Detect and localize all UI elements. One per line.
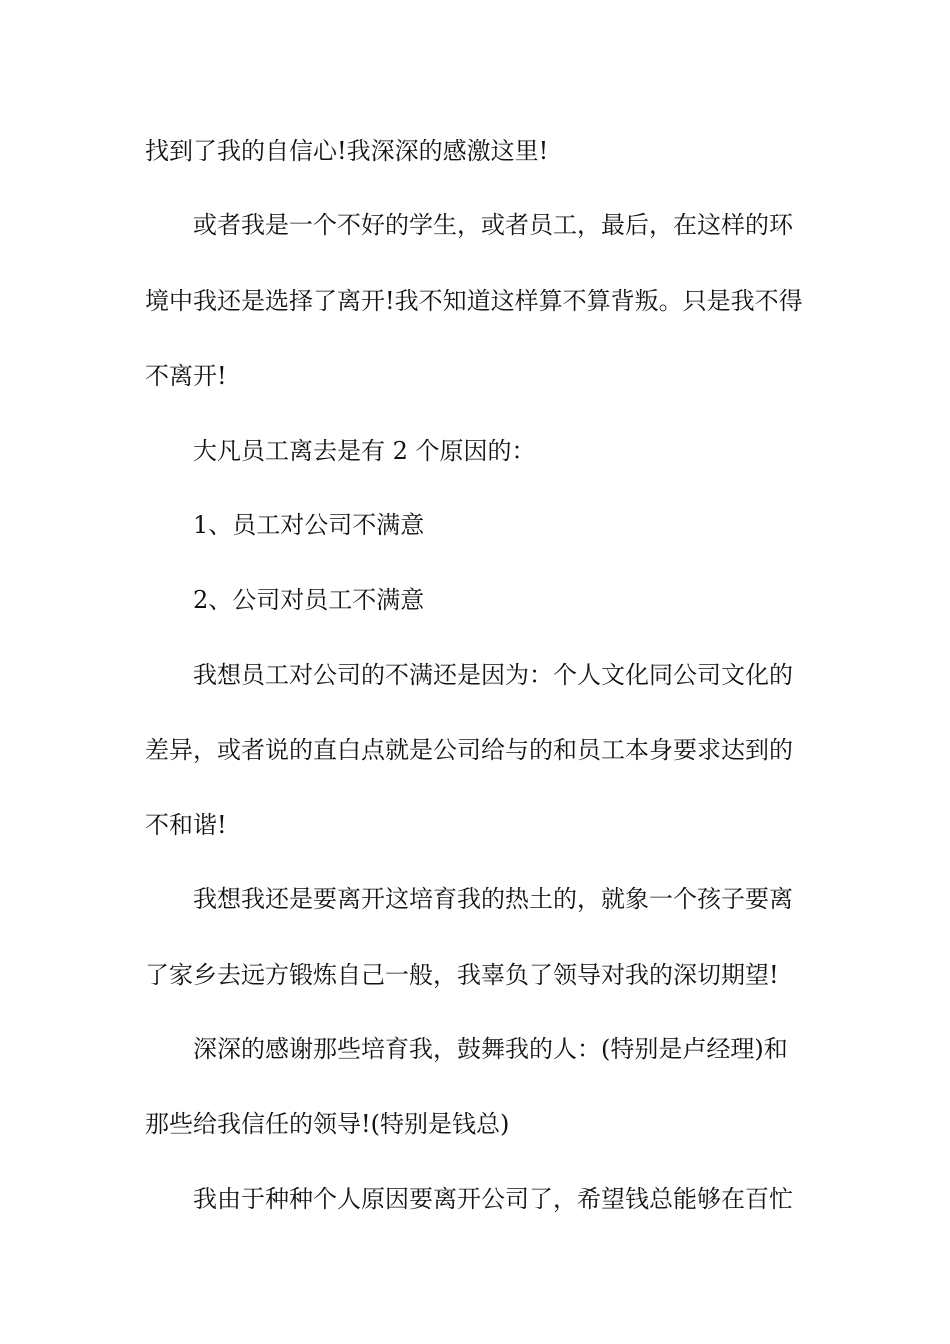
text-line: 不和谐! [145,811,227,839]
text-line: 大凡员工离去是有 2 个原因的： [193,437,536,465]
text-line: 境中我还是选择了离开!我不知道这样算不算背叛。只是我不得 [145,287,803,315]
text-line: 2、公司对员工不满意 [193,586,425,614]
text-line: 找到了我的自信心!我深深的感激这里! [145,137,549,165]
text-line: 差异，或者说的直白点就是公司给与的和员工本身要求达到的 [145,736,793,764]
text-line: 我想我还是要离开这培育我的热土的，就象一个孩子要离 [193,885,793,913]
text-line: 那些给我信任的领导!(特别是钱总) [145,1110,510,1138]
text-line: 或者我是一个不好的学生，或者员工，最后，在这样的环 [193,211,793,239]
text-line: 深深的感谢那些培育我，鼓舞我的人：(特别是卢经理)和 [193,1035,788,1063]
text-line: 不离开! [145,362,227,390]
text-line: 我想员工对公司的不满还是因为：个人文化同公司文化的 [193,661,793,689]
text-line: 了家乡去远方锻炼自己一般，我辜负了领导对我的深切期望! [145,961,779,989]
text-line: 我由于种种个人原因要离开公司了，希望钱总能够在百忙 [193,1185,793,1213]
text-line: 1、员工对公司不满意 [193,511,425,539]
